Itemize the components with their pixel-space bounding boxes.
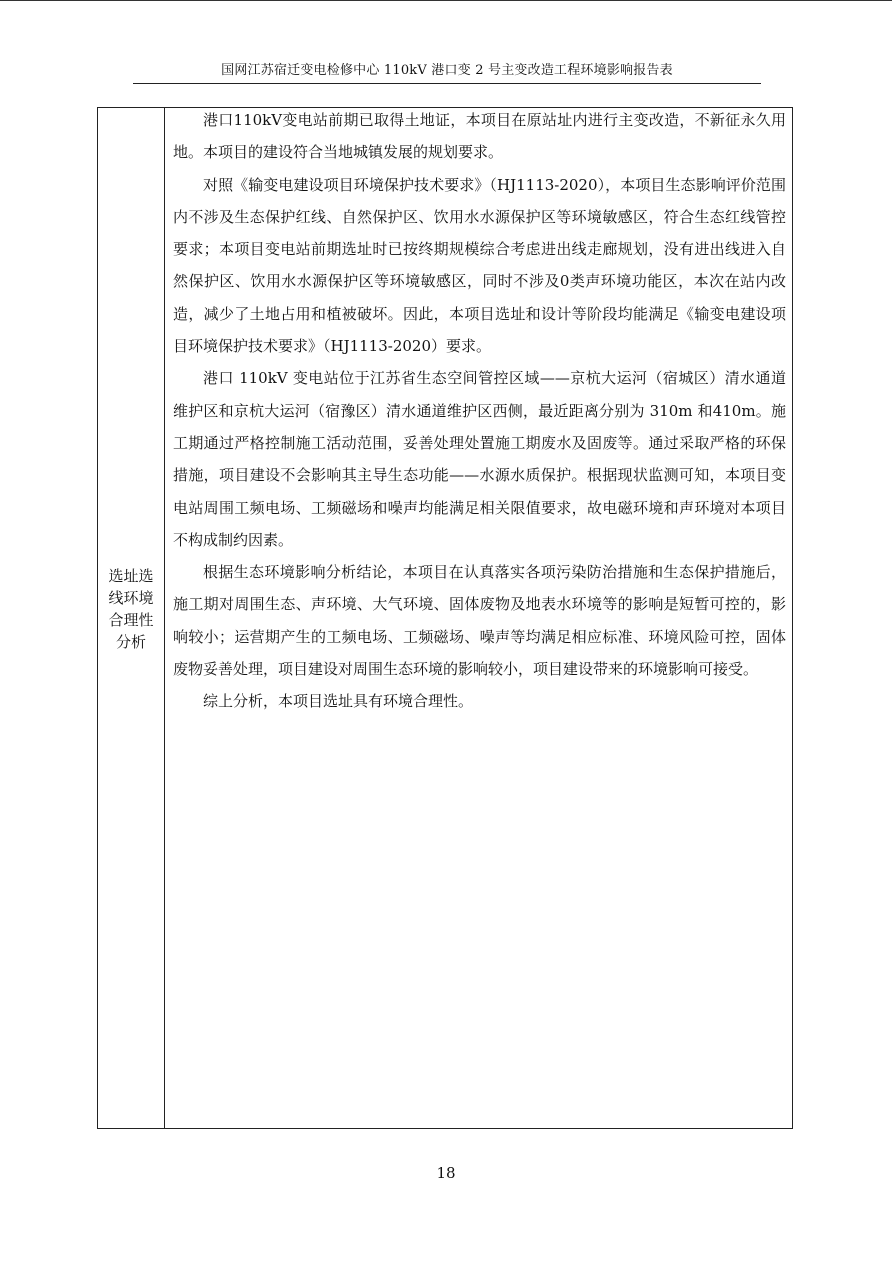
paragraph-impact-conclusion: 根据生态环境影响分析结论，本项目在认真落实各项污染防治措施和生态保护措施后，施工期对周围生态、声环境、大气环境、固体废物及地表水环境等的影响是短暂可控的，影响较小；运营期产生的工频电场、工频磁场、噪声等均满足相应标准、环境风险可控，固体废物妥善处理，项目建设对周围生态环境的影响较小，项目建设带来的环境影响可接受。 xyxy=(173,563,786,679)
table-content-cell xyxy=(165,108,792,1128)
paragraph-summary: 综上分析，本项目选址具有环境合理性。 xyxy=(203,692,474,711)
analysis-table xyxy=(97,107,793,1129)
page-top-border xyxy=(0,0,892,1)
paragraph-ecological-control-area: 港口 110kV 变电站位于江苏省生态空间管控区域——京杭大运河（宿城区）清水通道维护区和京杭大运河（宿豫区）清水通道维护区西侧，最近距离分别为 310m 和410m。施工期通过严格控制施工活动范围，妥善处理处置施工期废水及固废等。通过采取严格的环保措施，项目建设不会影响其主导生态功能——水源水质保护。根据现状监测可知，本项目变电站周围工频电场、工频磁场和噪声均能满足相关限值要求，故电磁环境和声环境对本项目不构成制约因素。 xyxy=(173,369,786,549)
header-underline xyxy=(133,83,761,84)
report-header-title: 国网江苏宿迁变电检修中心 110kV 港口变 2 号主变改造工程环境影响报告表 xyxy=(221,63,673,78)
section-label: 选址选线环境合理性分析 xyxy=(108,567,154,651)
page-number: 18 xyxy=(436,1164,456,1182)
table-label-cell xyxy=(98,108,165,1128)
paragraph-technical-requirements: 对照《输变电建设项目环境保护技术要求》（HJ1113-2020），本项目生态影响评价范围内不涉及生态保护红线、自然保护区、饮用水水源保护区等环境敏感区，符合生态红线管控要求；本项目变电站前期选址时已按终期规模综合考虑进出线走廊规划，没有进出线进入自然保护区、饮用水水源保护区等环境敏感区，同时不涉及0类声环境功能区，本次在站内改造，减少了土地占用和植被破坏。因此，本项目选址和设计等阶段均能满足《输变电建设项目环境保护技术要求》（HJ1113-2020）要求。 xyxy=(173,175,786,356)
paragraph-land-use: 港口110kV变电站前期已取得土地证，本项目在原站址内进行主变改造，不新征永久用地。本项目的建设符合当地城镇发展的规划要求。 xyxy=(173,111,786,162)
